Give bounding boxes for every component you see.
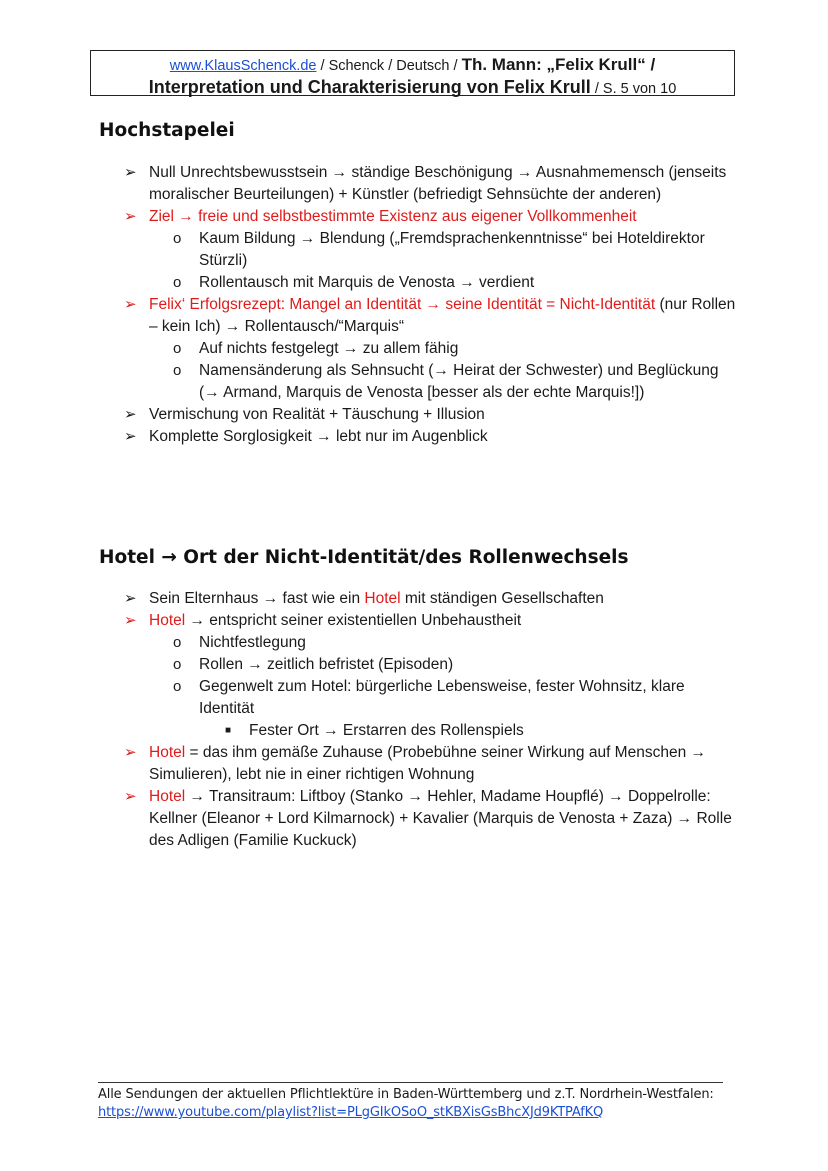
list-item-text: Nichtfestlegung xyxy=(199,634,306,651)
list-item-text: mit ständigen Gesellschaften xyxy=(400,590,604,607)
arrow-bullet-icon: ➢ xyxy=(124,208,137,225)
list-item xyxy=(0,228,828,272)
circle-bullet-icon: o xyxy=(173,634,182,651)
header-line-2 xyxy=(91,77,734,100)
list-item-text: Namensänderung als Sehnsucht (→ Heirat der Schwester) und Beglückung (→ Armand, Marquis de Venosta [besser als der echte Marquis!]) xyxy=(199,362,719,401)
list-item-text: Null Unrechtsbewusstsein → ständige Beschönigung → Ausnahmemensch (jenseits moralischer Beurteilungen) + Künstler (befriedigt Sehnsüchte der anderen) xyxy=(149,164,727,203)
footer-divider xyxy=(98,1082,723,1083)
section-title-hotel: Hotel → Ort der Nicht-Identität/des Rollenwechsels xyxy=(99,547,629,568)
list-item xyxy=(0,272,828,294)
list-item-text: Auf nichts festgelegt → zu allem fähig xyxy=(199,340,459,357)
arrow-bullet-icon: ➢ xyxy=(124,590,137,607)
list-item-text: → Transitraum: Liftboy (Stanko → Hehler, Madame Houpflé) → Doppelrolle: Kellner (Eleanor + Lord Kilmarnock) + Kavalier (Marquis de Venosta + Zaza) → Rolle des Adligen (Familie Kuckuck) xyxy=(149,788,732,849)
circle-bullet-icon: o xyxy=(173,656,182,673)
square-bullet-icon: ■ xyxy=(225,725,232,736)
section-title-hochstapelei: Hochstapelei xyxy=(99,120,235,141)
list-item xyxy=(0,610,828,632)
page-header xyxy=(90,50,735,96)
list-item-text: Rollentausch mit Marquis de Venosta → verdient xyxy=(199,274,535,291)
list-item-text: Sein Elternhaus → fast wie ein xyxy=(149,590,365,607)
list-item-text-highlight: Hotel xyxy=(149,744,186,761)
footer-playlist-link[interactable]: https://www.youtube.com/playlist?list=PLgGIkOSoO_stKBXisGsBhcXJd9KTPAfKQ xyxy=(98,1105,604,1120)
list-item-text: Fester Ort → Erstarren des Rollenspiels xyxy=(249,722,524,739)
header-subtitle: Interpretation und Charakterisierung von Felix Krull xyxy=(148,77,591,97)
list-item xyxy=(0,426,828,448)
list-item xyxy=(0,162,828,206)
list-item-text-highlight: Felix‘ Erfolgsrezept: Mangel an Identität → seine Identität = Nicht-Identität xyxy=(149,296,656,313)
list-item-text: Vermischung von Realität + Täuschung + Illusion xyxy=(149,406,485,423)
list-item-text: → entspricht seiner existentiellen Unbehaustheit xyxy=(185,612,522,629)
arrow-bullet-icon: ➢ xyxy=(124,612,137,629)
circle-bullet-icon: o xyxy=(173,340,182,357)
list-item-text: Rollen → zeitlich befristet (Episoden) xyxy=(199,656,454,673)
circle-bullet-icon: o xyxy=(173,362,182,379)
header-page-number: / S. 5 von 10 xyxy=(590,81,677,97)
page-footer xyxy=(98,1086,714,1122)
list-item xyxy=(0,294,828,338)
list-item xyxy=(0,676,828,720)
site-link[interactable]: www.KlausSchenck.de xyxy=(169,58,317,74)
arrow-bullet-icon: ➢ xyxy=(124,744,137,761)
list-item xyxy=(0,786,828,852)
list-item-text: (nur Rollen – kein Ich) → Rollentausch/“Marquis“ xyxy=(149,296,736,335)
list-item-text-highlight: Hotel xyxy=(149,612,186,629)
list-item xyxy=(0,632,828,654)
list-item-text: = das ihm gemäße Zuhause (Probebühne seiner Wirkung auf Menschen → Simulieren), lebt nie in einer richtigen Wohnung xyxy=(149,744,707,783)
list-item xyxy=(0,338,828,360)
footer-note: Alle Sendungen der aktuellen Pflichtlektüre in Baden-Württemberg und z.T. Nordrhein-Westfalen: xyxy=(98,1087,714,1102)
list-item-text-highlight: Hotel xyxy=(149,788,186,805)
hotel-list xyxy=(0,588,828,852)
circle-bullet-icon: o xyxy=(173,678,182,695)
arrow-bullet-icon: ➢ xyxy=(124,164,137,181)
circle-bullet-icon: o xyxy=(173,230,182,247)
list-item-text-highlight: Hotel xyxy=(364,590,401,607)
list-item xyxy=(0,720,828,742)
list-item xyxy=(0,588,828,610)
header-meta: / Schenck / Deutsch / xyxy=(316,58,462,74)
arrow-bullet-icon: ➢ xyxy=(124,788,137,805)
arrow-bullet-icon: ➢ xyxy=(124,428,137,445)
list-item-text: Kaum Bildung → Blendung („Fremdsprachenkenntnisse“ bei Hoteldirektor Stürzli) xyxy=(199,230,705,269)
header-line-1 xyxy=(91,54,734,77)
hochstapelei-list xyxy=(0,162,828,448)
list-item-text: Komplette Sorglosigkeit → lebt nur im Augenblick xyxy=(149,428,488,445)
list-item xyxy=(0,742,828,786)
list-item-text: Gegenwelt zum Hotel: bürgerliche Lebensweise, fester Wohnsitz, klare Identität xyxy=(199,678,685,717)
list-item-text: Ziel → freie und selbstbestimmte Existenz aus eigener Vollkommenheit xyxy=(149,208,637,225)
header-work-title: Th. Mann: „Felix Krull“ / xyxy=(461,55,656,74)
list-item xyxy=(0,206,828,228)
circle-bullet-icon: o xyxy=(173,274,182,291)
arrow-bullet-icon: ➢ xyxy=(124,406,137,423)
list-item xyxy=(0,404,828,426)
list-item xyxy=(0,360,828,404)
arrow-bullet-icon: ➢ xyxy=(124,296,137,313)
list-item xyxy=(0,654,828,676)
